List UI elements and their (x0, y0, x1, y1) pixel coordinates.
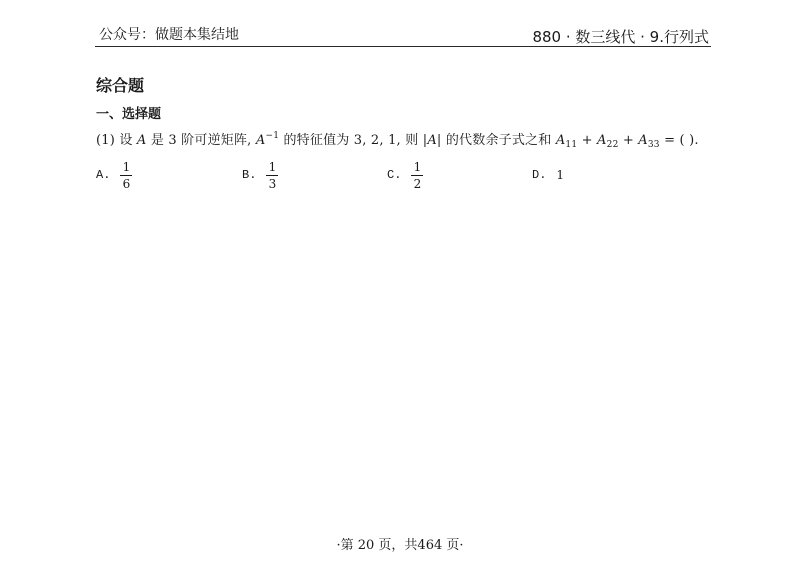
fraction-bar (266, 175, 278, 176)
plus-sign: + (622, 133, 634, 148)
option-a (96, 157, 132, 193)
question-text (96, 129, 699, 150)
option-letter: D. (532, 168, 547, 182)
determinant-symbol: |A| (422, 133, 442, 148)
fraction-denominator: 2 (413, 176, 422, 191)
cofactor-subscript: 33 (647, 140, 660, 150)
option-d (532, 157, 564, 193)
plus-sign: + (581, 133, 593, 148)
option-letter: B. (242, 168, 257, 182)
fraction-denominator: 6 (122, 176, 131, 191)
cofactor-symbol: A (597, 133, 607, 148)
option-letter: A. (96, 168, 111, 182)
matrix-symbol: A (136, 133, 147, 148)
question-text-part: 的代数余子式之和 (445, 133, 552, 148)
fraction-numerator: 1 (268, 159, 277, 174)
fraction-numerator: 1 (413, 159, 422, 174)
inverse-exponent: −1 (265, 131, 280, 141)
question-text-part: 的特征值为 3, 2, 1, 则 (283, 133, 419, 148)
fraction-denominator: 3 (268, 176, 277, 191)
option-c (387, 157, 423, 193)
option-fraction (266, 160, 278, 191)
option-fraction (120, 160, 132, 191)
option-letter: C. (387, 168, 402, 182)
cofactor-subscript: 11 (565, 140, 578, 150)
cofactor-symbol: A (638, 133, 648, 148)
fraction-bar (411, 175, 423, 176)
fraction-numerator: 1 (122, 159, 131, 174)
inverse-base: A (255, 133, 266, 148)
question-text-part: 设 (119, 133, 133, 148)
header-left-text: 公众号：做题本集结地 (99, 27, 239, 43)
page-header (95, 16, 711, 47)
question-tail: = ( ). (664, 133, 699, 148)
subsection-title: 一、选择题 (96, 107, 162, 122)
cofactor-symbol: A (555, 133, 566, 148)
option-b (242, 157, 278, 193)
question-text-part: 是 3 阶可逆矩阵, (150, 133, 252, 148)
section-title: 综合题 (96, 76, 145, 95)
page-footer: ·第 20 页，共464 页· (336, 538, 464, 553)
option-fraction (411, 160, 423, 191)
fraction-bar (120, 175, 132, 176)
header-right-text: 880 · 数三线代 · 9.行列式 (532, 28, 709, 46)
question-number: (1) (96, 133, 116, 148)
option-value: 1 (556, 168, 565, 182)
cofactor-subscript: 22 (606, 140, 619, 150)
